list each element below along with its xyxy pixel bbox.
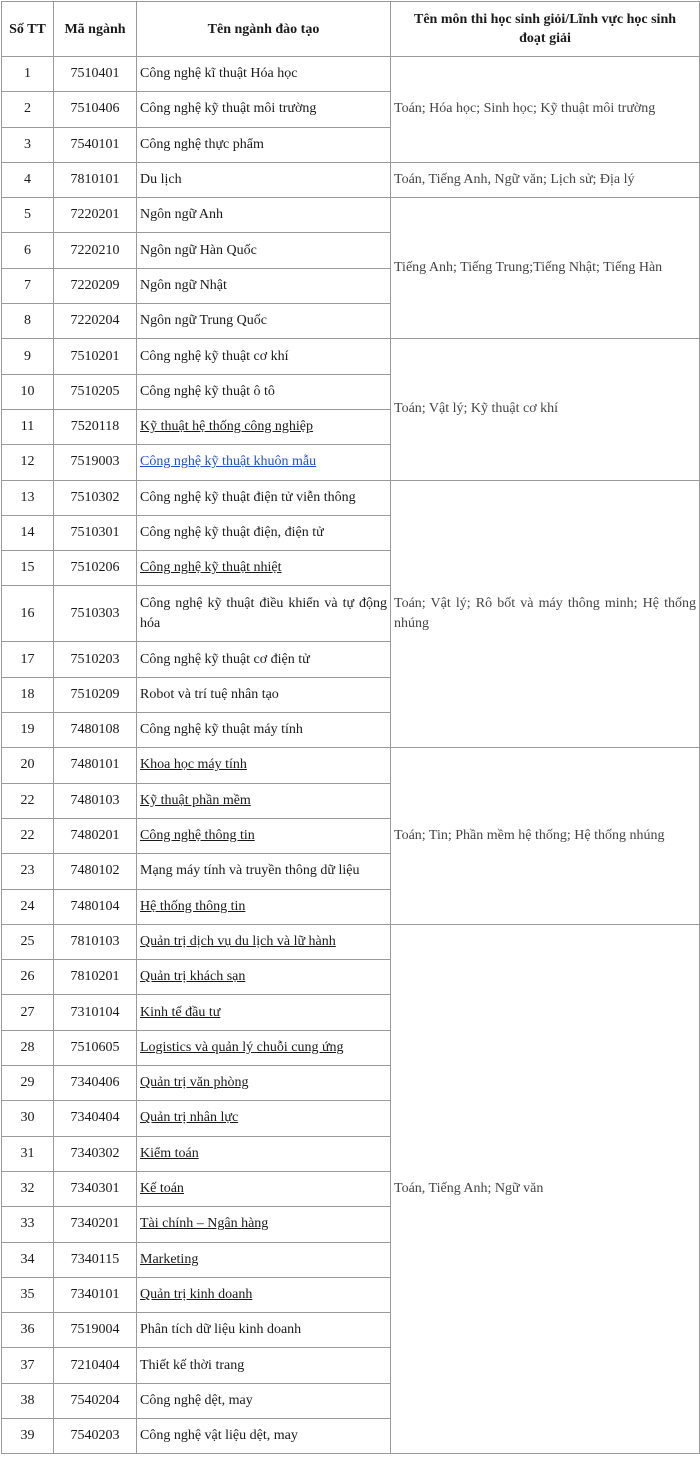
row-major-code: 7540101 [54, 127, 137, 162]
row-major-code: 7480201 [54, 818, 137, 853]
row-major-code: 7340406 [54, 1066, 137, 1101]
row-major-name-cell [137, 1171, 391, 1206]
row-major-code: 7510206 [54, 551, 137, 586]
row-stt: 9 [2, 339, 54, 374]
group-subjects: Toán; Hóa học; Sinh học; Kỹ thuật môi trường [391, 57, 700, 163]
row-major-name-cell [137, 409, 391, 444]
row-stt: 17 [2, 642, 54, 677]
row-major-name: Ngôn ngữ Anh [137, 198, 391, 233]
row-stt: 16 [2, 586, 54, 642]
row-major-name-cell [137, 818, 391, 853]
major-name-link[interactable]: Marketing [140, 1251, 199, 1267]
row-stt: 23 [2, 854, 54, 889]
row-stt: 12 [2, 445, 54, 480]
row-major-code: 7480104 [54, 889, 137, 924]
row-major-name: Ngôn ngữ Hàn Quốc [137, 233, 391, 268]
row-stt: 31 [2, 1136, 54, 1171]
major-name-link[interactable]: Kỹ thuật phần mềm [140, 792, 251, 808]
row-stt: 4 [2, 162, 54, 197]
row-major-code: 7540203 [54, 1418, 137, 1453]
row-major-name: Robot và trí tuệ nhân tạo [137, 677, 391, 712]
row-major-code: 7510209 [54, 677, 137, 712]
group-subjects: Toán; Vật lý; Rô bốt và máy thông minh; Hệ thống nhúng [391, 480, 700, 748]
row-major-code: 7510201 [54, 339, 137, 374]
row-stt: 13 [2, 480, 54, 515]
major-name-link[interactable]: Kinh tế đầu tư [140, 1004, 221, 1020]
header-subject: Tên môn thi học sinh giỏi/Lĩnh vực học sinh đoạt giải [391, 2, 700, 57]
row-stt: 25 [2, 924, 54, 959]
row-stt: 36 [2, 1313, 54, 1348]
table-row [2, 339, 700, 374]
table-header-row [2, 2, 700, 57]
row-stt: 1 [2, 57, 54, 92]
row-major-code: 7480108 [54, 713, 137, 748]
major-name-link[interactable]: Công nghệ kỹ thuật nhiệt [140, 560, 282, 576]
row-major-name-cell [137, 960, 391, 995]
row-major-code: 7340404 [54, 1101, 137, 1136]
group-subjects: Tiếng Anh; Tiếng Trung;Tiếng Nhật; Tiếng Hàn [391, 198, 700, 339]
row-stt: 27 [2, 995, 54, 1030]
row-major-code: 7810101 [54, 162, 137, 197]
row-major-code: 7520118 [54, 409, 137, 444]
row-major-code: 7510301 [54, 515, 137, 550]
group-subjects: Toán; Vật lý; Kỹ thuật cơ khí [391, 339, 700, 480]
row-major-code: 7340115 [54, 1242, 137, 1277]
row-major-name: Công nghệ thực phẩm [137, 127, 391, 162]
major-name-link[interactable]: Hệ thống thông tin [140, 898, 246, 914]
row-major-code: 7210404 [54, 1348, 137, 1383]
row-major-name: Công nghệ kỹ thuật cơ khí [137, 339, 391, 374]
major-name-link[interactable]: Quản trị văn phòng [140, 1075, 249, 1091]
row-stt: 29 [2, 1066, 54, 1101]
row-stt: 5 [2, 198, 54, 233]
row-major-code: 7810201 [54, 960, 137, 995]
row-major-name-cell [137, 551, 391, 586]
row-stt: 11 [2, 409, 54, 444]
table-row [2, 480, 700, 515]
row-major-name: Mạng máy tính và truyền thông dữ liệu [137, 854, 391, 889]
row-major-name-cell [137, 924, 391, 959]
row-stt: 35 [2, 1277, 54, 1312]
row-stt: 7 [2, 268, 54, 303]
table-row [2, 924, 700, 959]
row-major-code: 7519004 [54, 1313, 137, 1348]
group-subjects: Toán, Tiếng Anh, Ngữ văn; Lịch sử; Địa lý [391, 162, 700, 197]
row-major-code: 7220210 [54, 233, 137, 268]
row-major-name: Du lịch [137, 162, 391, 197]
row-major-name-cell [137, 1030, 391, 1065]
row-stt: 3 [2, 127, 54, 162]
majors-table [1, 1, 700, 1454]
row-stt: 39 [2, 1418, 54, 1453]
major-name-link[interactable]: Kiểm toán [140, 1145, 199, 1161]
row-stt: 22 [2, 818, 54, 853]
major-name-link[interactable]: Khoa học máy tính [140, 757, 247, 773]
row-stt: 10 [2, 374, 54, 409]
major-name-link[interactable]: Kế toán [140, 1181, 184, 1197]
row-major-name: Thiết kế thời trang [137, 1348, 391, 1383]
row-major-code: 7519003 [54, 445, 137, 480]
table-row [2, 198, 700, 233]
row-stt: 32 [2, 1171, 54, 1206]
major-name-link[interactable]: Quản trị nhân lực [140, 1110, 239, 1126]
row-major-code: 7220201 [54, 198, 137, 233]
row-stt: 33 [2, 1207, 54, 1242]
row-major-code: 7480101 [54, 748, 137, 783]
major-name-link[interactable]: Kỹ thuật hệ thống công nghiệp [140, 419, 314, 435]
table-row [2, 57, 700, 92]
header-stt: Số TT [2, 2, 54, 57]
group-subjects: Toán, Tiếng Anh; Ngữ văn [391, 924, 700, 1453]
row-stt: 37 [2, 1348, 54, 1383]
row-major-code: 7340101 [54, 1277, 137, 1312]
row-stt: 15 [2, 551, 54, 586]
row-major-code: 7510605 [54, 1030, 137, 1065]
row-stt: 19 [2, 713, 54, 748]
row-stt: 2 [2, 92, 54, 127]
major-name-link[interactable]: Quản trị kinh doanh [140, 1286, 253, 1302]
row-major-code: 7480102 [54, 854, 137, 889]
header-name: Tên ngành đào tạo [137, 2, 391, 57]
group-subjects: Toán; Tin; Phần mềm hệ thống; Hệ thống nhúng [391, 748, 700, 924]
row-major-code: 7340201 [54, 1207, 137, 1242]
row-major-name-cell [137, 995, 391, 1030]
row-major-name-cell [137, 1242, 391, 1277]
row-major-code: 7220209 [54, 268, 137, 303]
row-major-name: Công nghệ dệt, may [137, 1383, 391, 1418]
row-major-name-cell [137, 1136, 391, 1171]
row-major-name: Công nghệ kỹ thuật máy tính [137, 713, 391, 748]
row-major-code: 7510303 [54, 586, 137, 642]
major-name-link[interactable]: Quản trị dịch vụ du lịch và lữ hành [140, 933, 336, 949]
row-stt: 24 [2, 889, 54, 924]
row-stt: 18 [2, 677, 54, 712]
row-major-code: 7340301 [54, 1171, 137, 1206]
row-major-name: Ngôn ngữ Trung Quốc [137, 304, 391, 339]
table-row [2, 162, 700, 197]
row-stt: 30 [2, 1101, 54, 1136]
row-major-code: 7310104 [54, 995, 137, 1030]
major-name-link[interactable]: Công nghệ thông tin [140, 828, 255, 844]
row-major-name: Công nghệ kỹ thuật cơ điện tử [137, 642, 391, 677]
row-major-name: Công nghệ vật liệu dệt, may [137, 1418, 391, 1453]
row-major-code: 7510205 [54, 374, 137, 409]
row-major-name: Công nghệ kỹ thuật điện, điện tử [137, 515, 391, 550]
row-major-name-cell [137, 748, 391, 783]
row-stt: 38 [2, 1383, 54, 1418]
row-major-code: 7510302 [54, 480, 137, 515]
row-stt: 26 [2, 960, 54, 995]
row-stt: 14 [2, 515, 54, 550]
row-major-code: 7540204 [54, 1383, 137, 1418]
row-major-name-cell [137, 1207, 391, 1242]
row-major-code: 7510401 [54, 57, 137, 92]
row-major-name: Công nghệ kỹ thuật môi trường [137, 92, 391, 127]
row-major-code: 7220204 [54, 304, 137, 339]
row-major-code: 7810103 [54, 924, 137, 959]
row-major-name-cell [137, 1066, 391, 1101]
row-stt: 6 [2, 233, 54, 268]
row-major-name-cell [137, 889, 391, 924]
row-major-code: 7340302 [54, 1136, 137, 1171]
row-stt: 34 [2, 1242, 54, 1277]
row-major-name: Công nghệ kỹ thuật ô tô [137, 374, 391, 409]
row-major-name-cell [137, 1101, 391, 1136]
major-name-link[interactable]: Logistics và quản lý chuỗi cung ứng [140, 1039, 344, 1055]
row-stt: 20 [2, 748, 54, 783]
row-major-code: 7480103 [54, 783, 137, 818]
row-major-name: Công nghệ kỹ thuật điện tử viễn thông [137, 480, 391, 515]
header-code: Mã ngành [54, 2, 137, 57]
row-major-name-cell [137, 783, 391, 818]
row-major-name-cell [137, 445, 391, 480]
row-stt: 22 [2, 783, 54, 818]
row-major-code: 7510203 [54, 642, 137, 677]
major-name-link[interactable]: Công nghệ kỹ thuật khuôn mẫu [140, 454, 317, 470]
row-stt: 28 [2, 1030, 54, 1065]
row-major-code: 7510406 [54, 92, 137, 127]
row-major-name: Ngôn ngữ Nhật [137, 268, 391, 303]
table-body [2, 57, 700, 1454]
row-major-name: Công nghệ kĩ thuật Hóa học [137, 57, 391, 92]
major-name-link[interactable]: Tài chính – Ngân hàng [140, 1216, 269, 1232]
row-major-name: Công nghệ kỹ thuật điều khiển và tự động hóa [137, 586, 391, 642]
major-name-link[interactable]: Quản trị khách sạn [140, 969, 246, 985]
row-major-name: Phân tích dữ liệu kinh doanh [137, 1313, 391, 1348]
table-row [2, 748, 700, 783]
row-major-name-cell [137, 1277, 391, 1312]
row-stt: 8 [2, 304, 54, 339]
